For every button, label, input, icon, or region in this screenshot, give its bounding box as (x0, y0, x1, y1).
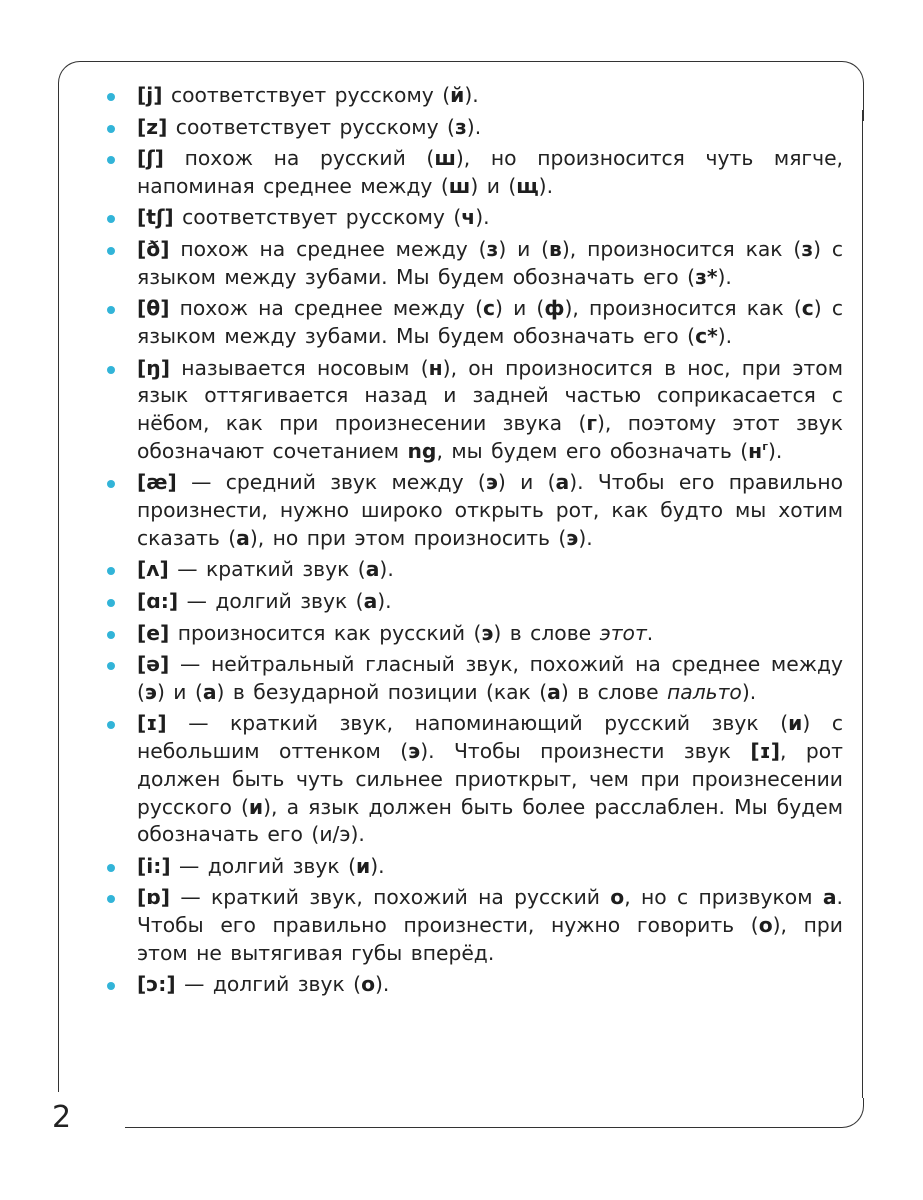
text-run: ) в безударной позиции (как ( (216, 679, 548, 704)
example-word: пальто (667, 679, 742, 704)
list-item (137, 556, 843, 584)
bold-sound: [ð] (137, 237, 170, 262)
list-item (137, 204, 843, 232)
list-item (137, 295, 843, 350)
text-run: ). (717, 264, 732, 289)
bold-sound: [ə] (137, 652, 170, 677)
text-run: ). (741, 679, 757, 704)
text-run: ). Чтобы произнести звук (420, 739, 751, 764)
page-frame-bottom (125, 1098, 864, 1128)
list-item (137, 884, 843, 967)
text-run: ). (717, 324, 733, 349)
text-run: соответствует русскому ( (162, 83, 451, 107)
text-run: ) и ( (498, 237, 550, 262)
page-frame-left (58, 110, 59, 1092)
text-run: ) и ( (495, 296, 545, 321)
bold-sound: з (454, 114, 467, 139)
text-run: — краткий звук, напоминающий русский звук ( (166, 711, 789, 736)
bold-sound: и (788, 711, 803, 736)
text-run: ), но при этом произносить ( (249, 525, 567, 550)
bold-sound: с (801, 296, 814, 321)
text-run: ), произносится как ( (564, 296, 802, 321)
text-run: ), а язык должен быть более расслаблен. Мы будем обозначать его (и/э). (137, 794, 843, 847)
list-item (137, 853, 843, 881)
text-run: ) в слове (493, 620, 600, 645)
text-run: ). (370, 853, 385, 878)
bold-sound: г (586, 411, 597, 436)
bold-sound: а (547, 679, 561, 704)
list-item (137, 236, 843, 291)
superscript: г (762, 439, 768, 453)
bold-sound: й (450, 83, 465, 107)
bold-sound: [e] (137, 620, 170, 645)
text-run: ). (466, 114, 482, 139)
bold-sound: ф (544, 296, 565, 321)
text-run: ), произносится как ( (561, 237, 802, 262)
text-run: ) с языком между зубами. Мы будем обозначать его ( (137, 296, 844, 349)
page-number: 2 (52, 1100, 72, 1135)
text-run: — нейтральный гласный звук, похожий на среднее между ( (137, 652, 843, 704)
list-item (137, 620, 843, 648)
bold-sound: [j] (137, 83, 163, 107)
bold-sound: [i:] (137, 853, 171, 878)
text-run: ) и ( (470, 173, 517, 198)
bold-sound: [ʌ] (137, 557, 169, 582)
text-run: — долгий звук ( (175, 972, 362, 997)
bold-sound: с* (695, 324, 718, 349)
text-run: . Чтобы его правильно произнести, нужно говорить ( (137, 885, 843, 938)
bold-sound: [ʃ] (137, 146, 164, 171)
text-run: ). (377, 588, 392, 613)
bold-sound: [ɪ] (750, 739, 780, 764)
bold-sound: а (363, 588, 378, 613)
bold-sound: н (748, 438, 763, 463)
text-run: похож на русский ( (163, 146, 435, 171)
text-run: ) с языком между зубами. Мы будем обозначать его ( (137, 237, 844, 289)
page-frame-right (862, 110, 863, 1098)
text-run: ). (538, 173, 554, 198)
bold-sound: ч (461, 205, 476, 230)
bold-sound: э (485, 470, 498, 495)
text-run: — долгий звук ( (178, 588, 364, 613)
bold-sound: о (361, 972, 375, 997)
text-run: ), при этом не вытягивая губы вперёд. (137, 913, 843, 965)
text-run: похож на среднее между ( (169, 296, 483, 321)
text-run: — долгий звук ( (170, 853, 356, 878)
example-word: этот (599, 620, 647, 645)
list-item (137, 469, 843, 552)
phonetics-list (137, 82, 843, 1003)
text-run: ). (464, 83, 479, 107)
text-run: соответствует русскому ( (167, 114, 455, 139)
text-run: соответствует русскому ( (173, 205, 462, 230)
list-item (137, 651, 843, 706)
bold-sound: з (801, 237, 814, 262)
bold-sound: [ɑ:] (137, 588, 179, 613)
text-run: произносится как русский ( (169, 620, 482, 645)
bold-sound: [ɔ:] (137, 972, 176, 997)
list-item (137, 355, 843, 466)
list-item (137, 82, 843, 110)
bold-sound: э (408, 739, 421, 764)
bold-sound: э (566, 525, 579, 550)
bold-sound: [ɒ] (137, 885, 171, 910)
text-run: ), он произносится в нос, при этом язык оттягивается назад и задней частью соприкасается с нёбом, как при произнесении звука ( (137, 355, 843, 436)
text-run: называется носовым ( (169, 355, 429, 380)
bold-sound: и (356, 853, 371, 878)
list-item (137, 710, 843, 849)
text-run: — краткий звук, похожий на русский (170, 885, 611, 910)
bold-sound: и (248, 794, 264, 819)
text-run: ). (578, 525, 593, 550)
text-run: — краткий звук ( (168, 557, 366, 582)
text-run: ) в слове (560, 679, 668, 704)
text-run: — средний звук между ( (176, 470, 486, 495)
bold-sound: [tʃ] (137, 205, 174, 230)
text-run: ) и ( (497, 470, 556, 495)
text-run: , но с призвуком (624, 885, 823, 910)
bold-sound: з* (695, 264, 718, 289)
bold-sound: э (144, 679, 157, 704)
text-run: ) с небольшим оттенком ( (137, 711, 844, 764)
bold-sound: с (482, 296, 496, 321)
text-run: ). (767, 438, 783, 463)
bold-sound: ш (448, 173, 471, 198)
list-item (137, 588, 843, 616)
text-run: ). Чтобы его правильно произнести, нужно широко открыть рот, как будто мы хотим сказать ( (137, 470, 844, 550)
bold-sound: о (758, 913, 773, 938)
text-run: ), но произносится чуть мягче, напоминая среднее между ( (137, 146, 843, 198)
bold-sound: [ɪ] (137, 711, 167, 736)
text-run: ), поэтому этот звук обозначают сочетанием (137, 411, 843, 463)
bold-sound: а (365, 557, 380, 582)
text-run: ). (475, 205, 490, 230)
text-run: . (646, 620, 654, 645)
bold-sound: ng (407, 438, 437, 463)
bold-sound: а (822, 885, 837, 910)
bold-sound: э (481, 620, 494, 645)
bold-sound: [θ] (137, 296, 170, 321)
bold-sound: [ŋ] (137, 355, 170, 380)
bold-sound: [z] (137, 114, 168, 139)
bold-sound: ш (434, 146, 456, 171)
bold-sound: н (428, 355, 443, 380)
text-run: ). (379, 557, 394, 582)
bold-sound: щ (516, 173, 539, 198)
list-item (137, 971, 843, 999)
bold-sound: а (236, 525, 250, 550)
text-run: ) и ( (156, 679, 203, 704)
list-item (137, 114, 843, 142)
bold-sound: а (555, 470, 570, 495)
bold-sound: а (202, 679, 217, 704)
text-run: , мы будем его обозначать ( (436, 438, 749, 463)
text-run: похож на среднее между ( (169, 237, 487, 262)
text-run: ). (375, 972, 390, 997)
bold-sound: в (549, 237, 562, 262)
bold-sound: о (610, 885, 625, 910)
text-run: , рот должен быть чуть сильнее приоткрыт, чем при произнесении русского ( (137, 739, 843, 819)
bold-sound: з (486, 237, 499, 262)
list-item (137, 145, 843, 200)
bold-sound: [æ] (137, 470, 177, 495)
